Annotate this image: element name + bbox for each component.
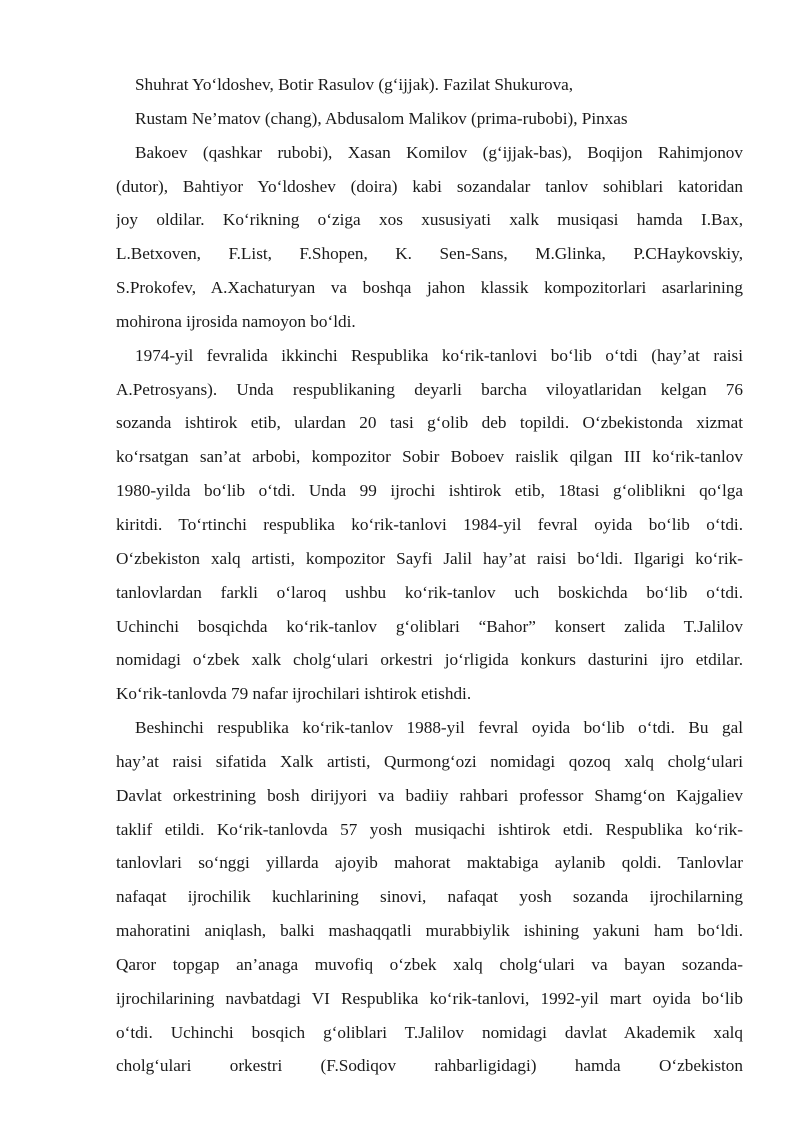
text-line: hay’at raisi sifatida Xalk artisti, Qurmong‘ozi nomidagi qozoq xalq cholg‘ulari	[116, 751, 743, 771]
text-line: tanlovlari so‘nggi yillarda ajoyib mahorat maktabiga aylanib qoldi. Tanlovlar	[116, 853, 743, 873]
text-line: A.Petrosyans). Unda respublikaning deyarli barcha viloyatlaridan kelgan 76	[116, 379, 743, 399]
document-page	[116, 68, 743, 1083]
text-line: tanlovlardan farkli o‘laroq ushbu ko‘rik-tanlov uch boskichda bo‘lib o‘tdi.	[116, 582, 743, 602]
text-line: Ko‘rik-tanlovda 79 nafar ijrochilari ishtirok etishdi.	[116, 684, 472, 704]
text-line: sozanda ishtirok etib, ulardan 20 tasi g‘olib deb topildi. O‘zbekistonda xizmat	[116, 413, 743, 433]
text-line: o‘tdi. Uchinchi bosqich g‘oliblari T.Jalilov nomidagi davlat Akademik xalq	[116, 1022, 743, 1042]
text-line: Uchinchi bosqichda ko‘rik-tanlov g‘oliblari “Bahor” konsert zalida T.Jalilov	[116, 616, 743, 636]
text-line: kiritdi. To‘rtinchi respublika ko‘rik-tanlovi 1984-yil fevral oyida bo‘lib o‘tdi.	[116, 514, 743, 534]
text-line: 1974-yil fevralida ikkinchi Respublika ko‘rik-tanlovi bo‘lib o‘tdi (hay’at raisi	[135, 345, 743, 365]
text-line: nafaqat ijrochilik kuchlarining sinovi, nafaqat yosh sozanda ijrochilarning	[116, 887, 743, 907]
text-line: Rustam Ne’matov (chang), Abdusalom Malikov (prima-rubobi), Pinxas	[135, 108, 628, 128]
text-line: S.Prokofev, A.Xachaturyan va boshqa jahon klassik kompozitorlari asarlarining	[116, 278, 743, 298]
text-line: mohirona ijrosida namoyon bo‘ldi.	[116, 311, 356, 331]
text-line: Beshinchi respublika ko‘rik-tanlov 1988-yil fevral oyida bo‘lib o‘tdi. Bu gal	[135, 718, 743, 738]
text-line: 1980-yilda bo‘lib o‘tdi. Unda 99 ijrochi ishtirok etib, 18tasi g‘oliblikni qo‘lga	[116, 481, 743, 501]
text-line: (dutor), Bahtiyor Yo‘ldoshev (doira) kabi sozandalar tanlov sohiblari katoridan	[116, 176, 743, 196]
text-line: nomidagi o‘zbek xalk cholg‘ulari orkestri jo‘rligida konkurs dasturini ijro etdilar.	[116, 650, 743, 670]
text-line: mahoratini aniqlash, balki mashaqqatli murabbiylik ishining yakuni ham bo‘ldi.	[116, 921, 743, 941]
text-line: ko‘rsatgan san’at arbobi, kompozitor Sobir Boboev raislik qilgan III ko‘rik-tanlov	[116, 447, 743, 467]
text-line: taklif etildi. Ko‘rik-tanlovda 57 yosh musiqachi ishtirok etdi. Respublika ko‘rik-	[116, 819, 743, 839]
text-line: joy oldilar. Ko‘rikning o‘ziga xos xususiyati xalk musiqasi hamda I.Bax,	[116, 210, 743, 230]
text-line: cholg‘ulari orkestri (F.Sodiqov rahbarligidagi) hamda O‘zbekiston	[116, 1056, 743, 1076]
text-line: O‘zbekiston xalq artisti, kompozitor Sayfi Jalil hay’at raisi bo‘ldi. Ilgarigi ko‘rik-	[116, 548, 743, 568]
text-line: Shuhrat Yo‘ldoshev, Botir Rasulov (g‘ijjak). Fazilat Shukurova,	[135, 75, 574, 94]
text-line: Qaror topgap an’anaga muvofiq o‘zbek xalq cholg‘ulari va bayan sozanda-	[116, 954, 743, 974]
text-line: Bakoev (qashkar rubobi), Xasan Komilov (g‘ijjak-bas), Boqijon Rahimjonov	[135, 142, 743, 162]
text-line: Davlat orkestrining bosh dirijyori va badiiy rahbari professor Shamg‘on Kajgaliev	[116, 785, 743, 805]
text-line: L.Betxoven, F.List, F.Shopen, K. Sen-Sans, M.Glinka, P.CHaykovskiy,	[116, 244, 743, 264]
text-line: ijrochilarining navbatdagi VI Respublika ko‘rik-tanlovi, 1992-yil mart oyida bo‘lib	[116, 988, 743, 1008]
